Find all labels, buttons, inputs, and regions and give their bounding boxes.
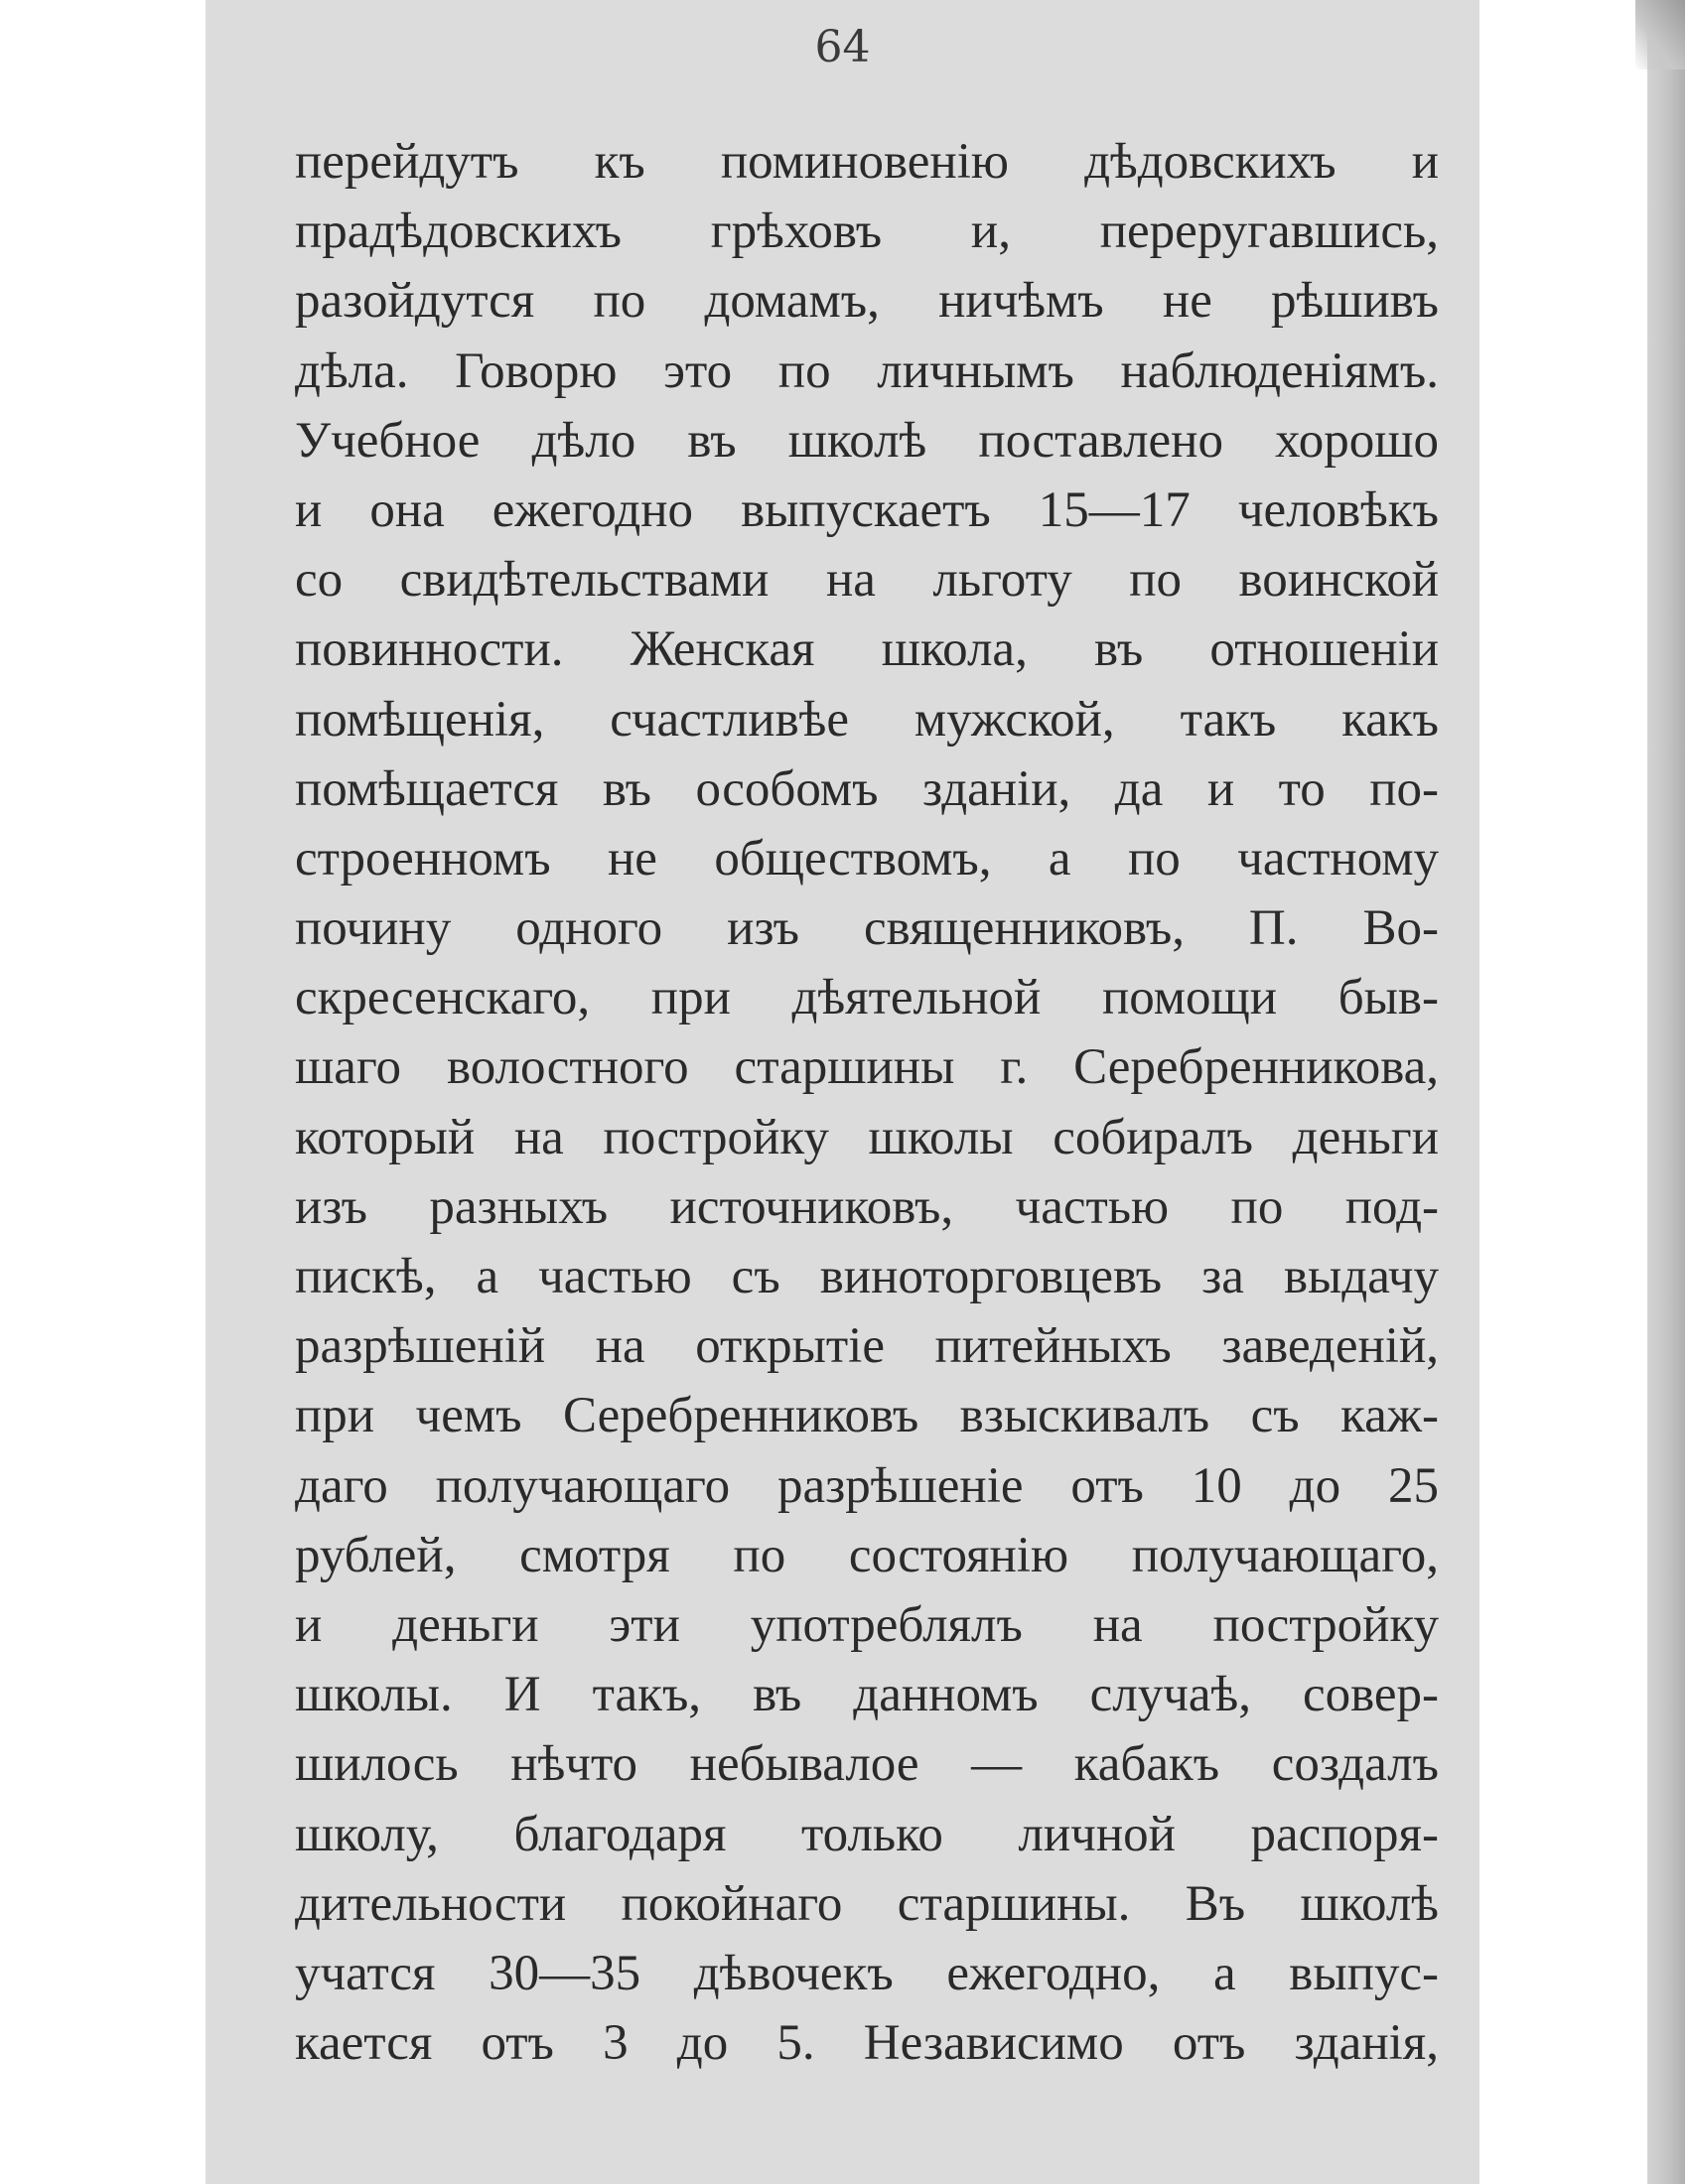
text-line: со свидѣтельствами на льготу по воинской bbox=[295, 552, 1439, 609]
text-line: почину одного изъ священниковъ, П. Во- bbox=[295, 900, 1439, 957]
page-edge-shadow bbox=[1647, 0, 1685, 2184]
text-line: пискѣ, а частью съ виноторговцевъ за выдачу bbox=[295, 1249, 1439, 1304]
text-line: повинности. Женская школа, въ отношеніи bbox=[295, 621, 1439, 678]
text-line: школы. И такъ, въ данномъ случаѣ, совер- bbox=[295, 1667, 1439, 1723]
text-line: шилось нѣчто небывалое — кабакъ создалъ bbox=[295, 1736, 1439, 1793]
text-line: рублей, смотря по состоянію получающаго, bbox=[295, 1527, 1439, 1583]
page-corner-shadow bbox=[1635, 0, 1685, 69]
text-line: Учебное дѣло въ школѣ поставлено хорошо bbox=[295, 412, 1439, 469]
text-line: дительности покойнаго старшины. Въ школѣ bbox=[295, 1875, 1439, 1932]
text-line: и деньги эти употреблялъ на постройку bbox=[295, 1596, 1439, 1653]
text-line: дѣла. Говорю это по личнымъ наблюденіямъ. bbox=[295, 342, 1439, 399]
text-line: прадѣдовскихъ грѣховъ и, переругавшись, bbox=[295, 204, 1439, 260]
text-line: изъ разныхъ источниковъ, частью по под- bbox=[295, 1178, 1439, 1235]
text-line: при чемъ Серебренниковъ взыскивалъ съ каж- bbox=[295, 1388, 1439, 1444]
text-line: и она ежегодно выпускаетъ 15—17 человѣкъ bbox=[295, 481, 1439, 538]
text-line: перейдутъ къ поминовенію дѣдовскихъ и bbox=[295, 134, 1439, 190]
text-line: шаго волостного старшины г. Серебренникова, bbox=[295, 1039, 1439, 1096]
body-text bbox=[295, 127, 1439, 2078]
book-page bbox=[206, 0, 1479, 2184]
text-line: даго получающаго разрѣшеніе отъ 10 до 25 bbox=[295, 1457, 1439, 1514]
text-line: помѣщенія, счастливѣе мужской, такъ какъ bbox=[295, 691, 1439, 748]
text-line: помѣщается въ особомъ зданіи, да и то по- bbox=[295, 760, 1439, 817]
text-line: строенномъ не обществомъ, а по частному bbox=[295, 830, 1439, 887]
text-line: школу, благодаря только личной распоря- bbox=[295, 1806, 1439, 1862]
text-line: который на постройку школы собиралъ деньги bbox=[295, 1109, 1439, 1165]
text-line: разойдутся по домамъ, ничѣмъ не рѣшивъ bbox=[295, 273, 1439, 330]
text-line: скресенскаго, при дѣятельной помощи быв- bbox=[295, 970, 1439, 1026]
page-number: 64 bbox=[814, 22, 871, 72]
text-line: кается отъ 3 до 5. Независимо отъ зданія, bbox=[295, 2015, 1439, 2072]
text-line: учатся 30—35 дѣвочекъ ежегодно, а выпус- bbox=[295, 1945, 1439, 2001]
text-line: разрѣшеній на открытіе питейныхъ заведеній, bbox=[295, 1318, 1439, 1375]
